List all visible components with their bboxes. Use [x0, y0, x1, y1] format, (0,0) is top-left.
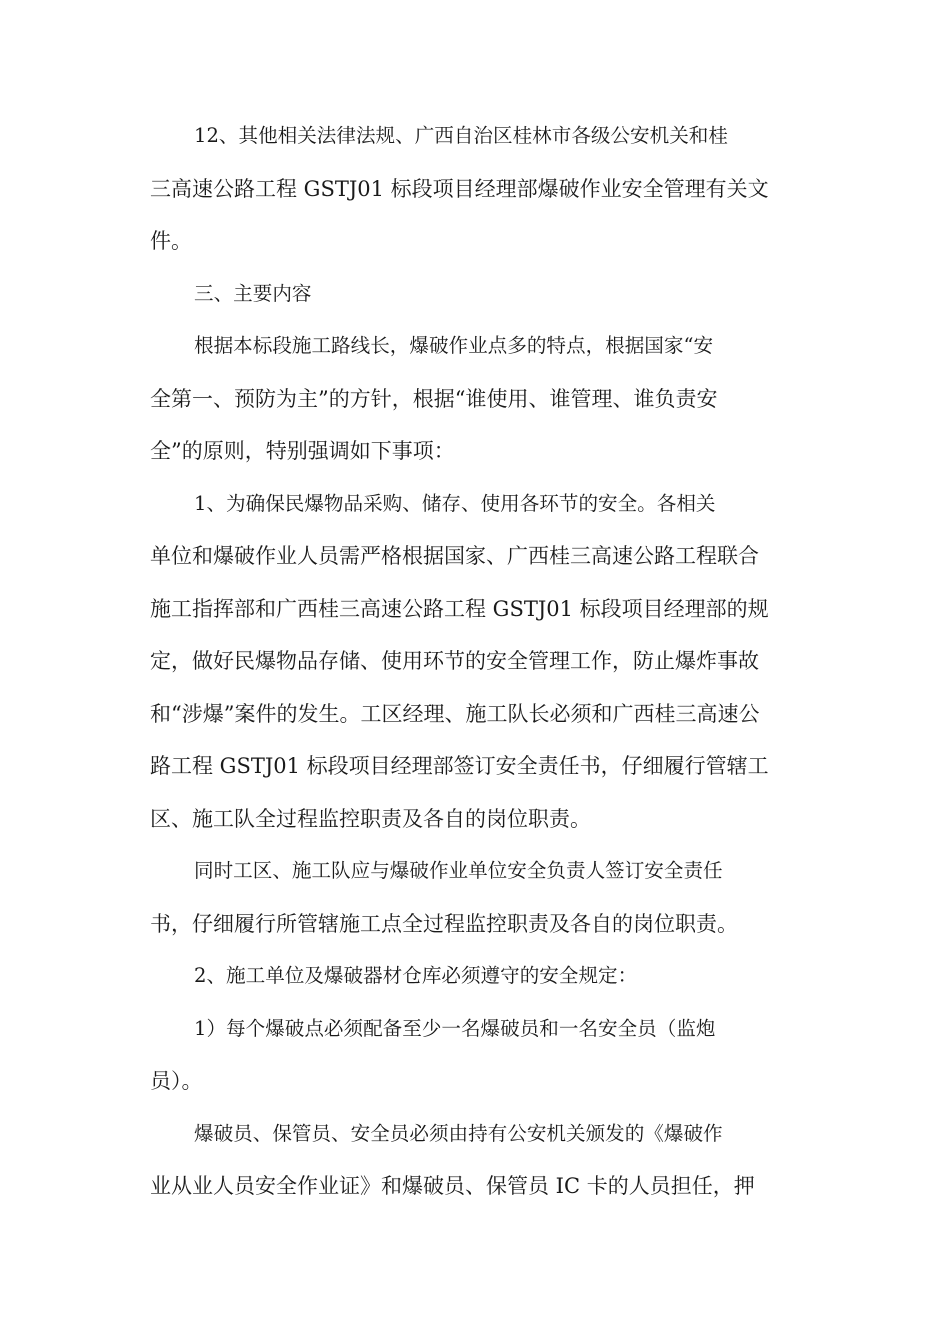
- text-line: 三、主要内容: [194, 281, 312, 305]
- text-line: 同时工区、施工队应与爆破作业单位安全负责人签订安全责任: [194, 859, 723, 882]
- text-line: 路工程 GSTJ01 标段项目经理部签订安全责任书，仔细履行管辖工: [150, 754, 769, 778]
- text-line: 员）。: [150, 1069, 203, 1093]
- text-line: 爆破员、保管员、安全员必须由持有公安机关颁发的《爆破作: [194, 1121, 723, 1145]
- text-line: 2、施工单位及爆破器材仓库必须遵守的安全规定：: [194, 964, 638, 987]
- text-line: 施工指挥部和广西桂三高速公路工程 GSTJ01 标段项目经理部的规: [150, 596, 769, 621]
- text-line: 12、其他相关法律法规、广西自治区桂林市各级公安机关和桂: [194, 124, 728, 147]
- text-line: 定，做好民爆物品存储、使用环节的安全管理工作，防止爆炸事故: [150, 649, 759, 673]
- text-line: 1）每个爆破点必须配备至少一名爆破员和一名安全员（监炮: [194, 1016, 716, 1040]
- text-line: 全第一、预防为主”的方针，根据“谁使用、谁管理、谁负责安: [150, 386, 718, 411]
- text-line: 三高速公路工程 GSTJ01 标段项目经理部爆破作业安全管理有关文: [150, 176, 769, 201]
- text-line: 区、施工队全过程监控职责及各自的岗位职责。: [150, 806, 591, 831]
- document-page: [150, 110, 800, 1213]
- text-line: 根据本标段施工路线长，爆破作业点多的特点，根据国家“安: [194, 334, 714, 357]
- text-line: 件。: [150, 229, 192, 253]
- text-line: 业从业人员安全作业证》和爆破员、保管员 IC 卡的人员担任，押: [150, 1174, 755, 1198]
- text-line: 书，仔细履行所管辖施工点全过程监控职责及各自的岗位职责。: [150, 911, 738, 936]
- text-line: 和“涉爆”案件的发生。工区经理、施工队长必须和广西桂三高速公: [150, 701, 760, 726]
- text-line: 全”的原则，特别强调如下事项：: [150, 439, 455, 463]
- document-body: [150, 110, 800, 1213]
- text-line: 单位和爆破作业人员需严格根据国家、广西桂三高速公路工程联合: [150, 544, 759, 568]
- text-line: 1、为确保民爆物品采购、储存、使用各环节的安全。各相关: [194, 491, 716, 515]
